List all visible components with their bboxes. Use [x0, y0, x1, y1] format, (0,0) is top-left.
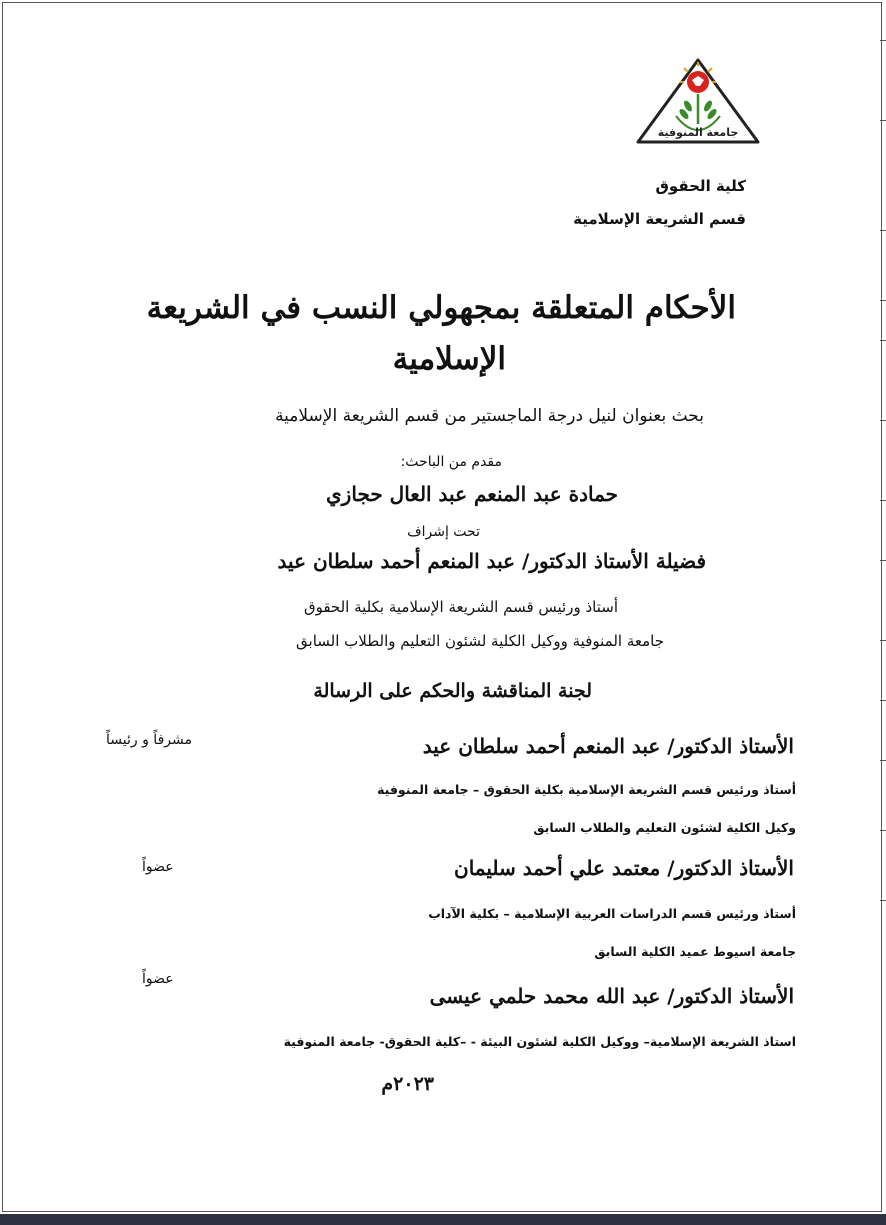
committee-member-name: الأستاذ الدكتور/ معتمد علي أحمد سليمان — [454, 856, 794, 880]
supervision-label: تحت إشراف — [407, 524, 480, 540]
committee-member-detail: جامعة اسيوط عميد الكلية السابق — [594, 944, 796, 959]
presented-by-label: مقدم من الباحث: — [400, 454, 502, 470]
committee-member-role: عضواً — [142, 859, 174, 875]
university-logo — [630, 56, 766, 148]
supervisor-role-2: جامعة المنوفية ووكيل الكلية لشئون التعليم والطلاب السابق — [296, 632, 664, 650]
supervisor-name: فضيلة الأستاذ الدكتور/ عبد المنعم أحمد سلطان عيد — [277, 549, 706, 573]
committee-member-role: عضواً — [142, 971, 174, 987]
thesis-title-line-1: الأحكام المتعلقة بمجهولي النسب في الشريعة — [146, 290, 736, 326]
supervisor-role-1: أستاذ ورئيس قسم الشريعة الإسلامية بكلية الحقوق — [303, 598, 618, 616]
committee-member-role: مشرفاً و رئيساً — [106, 732, 192, 748]
window-bottom-bar — [0, 1214, 886, 1225]
thesis-subtitle: بحث بعنوان لنيل درجة الماجستير من قسم الشريعة الإسلامية — [275, 406, 704, 426]
thesis-title-line-2: الإسلامية — [392, 341, 506, 377]
committee-member-name: الأستاذ الدكتور/ عبد المنعم أحمد سلطان عيد — [422, 734, 794, 758]
committee-member-detail: أستاذ ورئيس قسم الشريعة الإسلامية بكلية الحقوق – جامعة المنوفية — [377, 782, 796, 797]
researcher-name: حمادة عبد المنعم عبد العال حجازي — [326, 482, 618, 506]
committee-member-name: الأستاذ الدكتور/ عبد الله محمد حلمي عيسى — [429, 984, 794, 1008]
logo-text: جامعة المنوفية — [657, 126, 739, 139]
year: ٢٠٢٣م — [381, 1073, 434, 1095]
committee-title: لجنة المناقشة والحكم على الرسالة — [313, 680, 592, 702]
department-name: قسم الشريعة الإسلامية — [573, 210, 746, 228]
committee-member-detail: أستاذ ورئيس قسم الدراسات العربية الإسلامية – بكلية الآداب — [428, 906, 796, 921]
faculty-name: كلية الحقوق — [655, 177, 746, 195]
ruler-marks — [880, 0, 886, 1214]
committee-member-detail: وكيل الكلية لشئون التعليم والطلاب السابق — [533, 820, 796, 835]
committee-member-detail: استاذ الشريعة الإسلامية– ووكيل الكلية لشئون البيئة - –كلية الحقوق- جامعة المنوفية — [283, 1034, 796, 1049]
